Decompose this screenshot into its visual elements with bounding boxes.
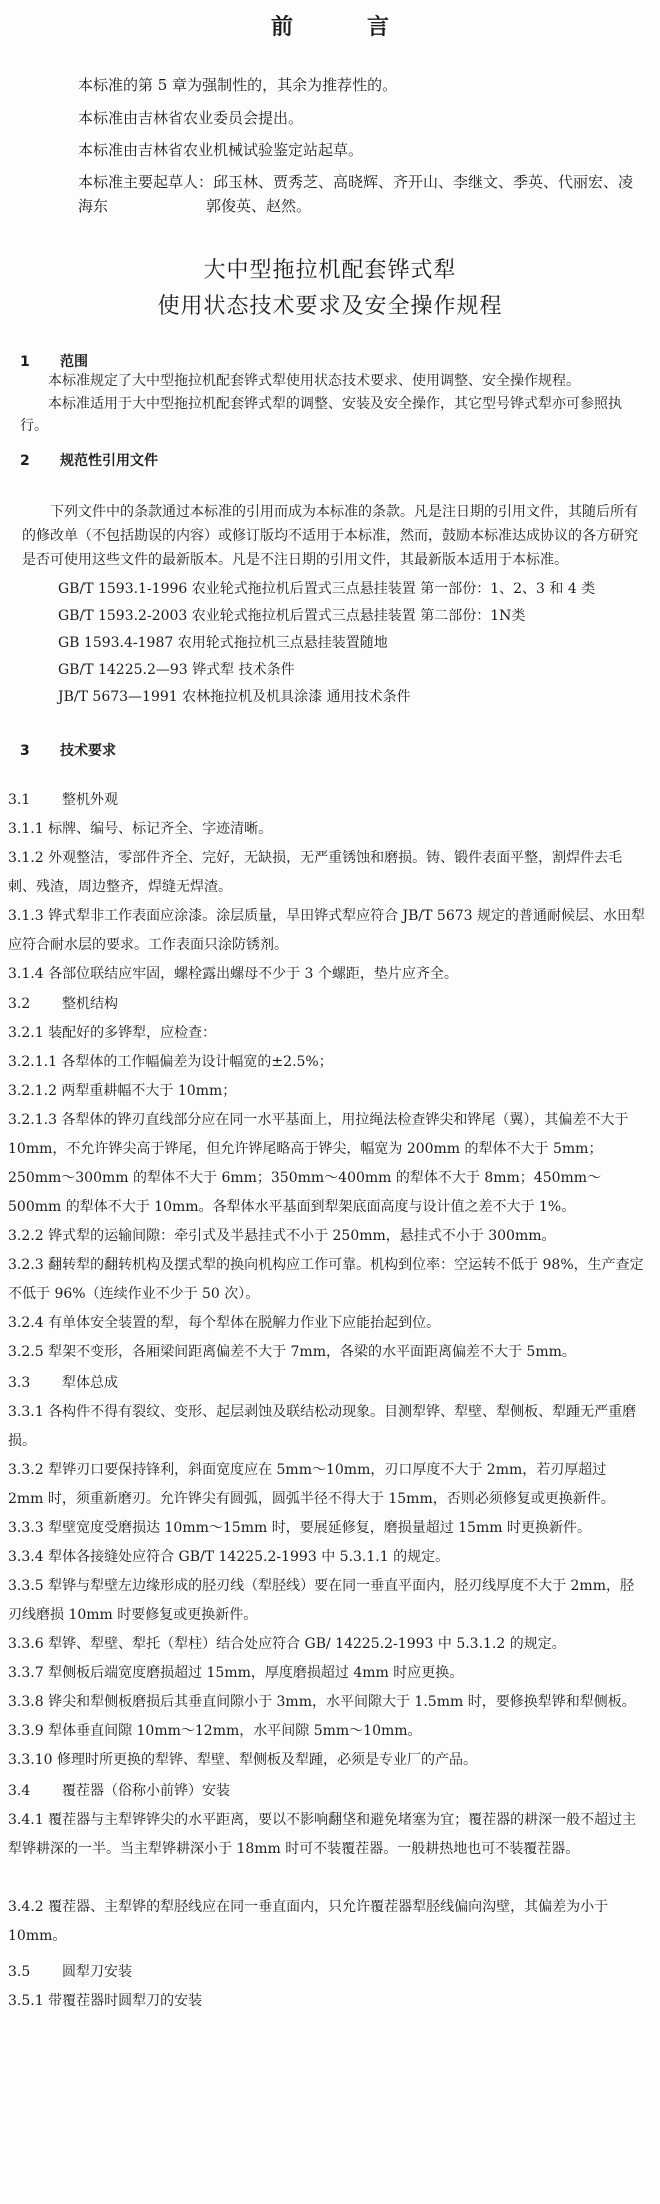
clause: 3.3.1 各构件不得有裂纹、变形、起层剥蚀及联结松动现象。目测犁铧、犁壁、犁侧板、犁踵无严重磨损。: [8, 1404, 637, 1449]
clause: 3.1.4 各部位联结应牢固，螺栓露出螺母不少于 3 个螺距，垫片应齐全。: [8, 966, 458, 982]
clause: 3.2.5 犁架不变形，各厢梁间距离偏差不大于 7mm，各梁的水平面距离偏差不大于 5mm。: [8, 1344, 576, 1360]
subsection-title: 覆茬器（俗称小前铧）安装: [62, 1783, 230, 1799]
reference-item: GB/T 1593.1-1996 农业轮式拖拉机后置式三点悬挂装置 第一部份：1、2、3 和 4 类: [58, 581, 596, 597]
clause: 3.2.1.1 各犁体的工作幅偏差为设计幅宽的±2.5%；: [8, 1054, 333, 1070]
subsection-heading: [8, 1777, 646, 1806]
clause: 3.2.3 翻转犁的翻转机构及摆式犁的换向机构应工作可靠。机构到位率：空运转不低于 98%，生产查定不低于 96%（连续作业不少于 50 次）。: [8, 1257, 644, 1302]
preface-line: 本标准由吉林省农业机械试验鉴定站起草。: [78, 141, 364, 159]
subsection-number: 3.3: [8, 1375, 31, 1391]
subsection-heading: [8, 1958, 646, 1987]
preface-line: 郭俊英、赵然。: [206, 197, 312, 215]
clause: 3.1.1 标牌、编号、标记齐全、字迹清晰。: [8, 821, 273, 837]
clause: 3.2.2 铧式犁的运输间隙：牵引式及半悬挂式不小于 250mm，悬挂式不小于 300mm。: [8, 1228, 556, 1244]
clause: 3.4.1 覆茬器与主犁铧铧尖的水平距离，要以不影响翻垡和避免堵塞为宜；覆茬器的耕深一般不超过主犁铧耕深的一半。当主犁铧耕深小于 18mm 时可不装覆茬器。一般耕热地也可不装覆茬器。: [8, 1812, 637, 1857]
preface-title: 前 言: [270, 14, 415, 40]
subsection-heading: [8, 1369, 646, 1398]
clause: 3.3.6 犁铧、犁壁、犁托（犁柱）结合处应符合 GB/ 14225.2-1993 中 5.3.1.2 的规定。: [8, 1636, 566, 1652]
preface-line: 本标准主要起草人：邱玉林、贾秀芝、高晓辉、齐开山、李继文、季英、代丽宏、凌海东: [78, 173, 634, 215]
section-title: 范围: [60, 354, 88, 370]
clause: 3.2.4 有单体安全装置的犁，每个犁体在脱解力作业下应能抬起到位。: [8, 1315, 441, 1331]
reference-item: GB/T 1593.2-2003 农业轮式拖拉机后置式三点悬挂装置 第二部份：1N类: [58, 608, 526, 624]
subsection-number: 3.4: [8, 1783, 31, 1799]
clause: 3.3.3 犁壁宽度受磨损达 10mm～15mm 时，要展延修复，磨损量超过 15mm 时更换新件。: [8, 1520, 591, 1536]
preface-line: 本标准由吉林省农业委员会提出。: [78, 109, 304, 127]
section-number: 1: [20, 354, 30, 370]
subsection-number: 3.1: [8, 792, 31, 808]
clause: 3.3.10 修理时所更换的犁铧、犁壁、犁侧板及犁踵，必须是专业厂的产品。: [8, 1752, 477, 1768]
clause: 3.1.2 外观整洁，零部件齐全、完好，无缺损，无严重锈蚀和磨损。铸、锻件表面平整，割焊件去毛刺、残渣，周边整齐，焊缝无焊渣。: [8, 850, 623, 895]
subsection-number: 3.2: [8, 996, 31, 1012]
subsection-title: 犁体总成: [62, 1375, 118, 1391]
references-intro: 下列文件中的条款通过本标准的引用而成为本标准的条款。凡是注日期的引用文件，其随后所有的修改单（不包括勘误的内容）或修订版均不适用于本标准，然而，鼓励本标准达成协议的各方研究是否可使用这些文件的最新版本。凡是不注日期的引用文件，其最新版本适用于本标准。: [22, 504, 638, 568]
subsection-heading: [8, 990, 646, 1019]
document-title-line1: 大中型拖拉机配套铧式犁: [203, 258, 457, 283]
section-number: 2: [20, 453, 30, 469]
clause: 3.3.8 铧尖和犁侧板磨损后其垂直间隙小于 3mm，水平间隙大于 1.5mm 时，要修换犁铧和犁侧板。: [8, 1694, 636, 1710]
subsection-title: 整机结构: [62, 996, 118, 1012]
reference-item: JB/T 5673—1991 农林拖拉机及机具涂漆 通用技术条件: [58, 689, 411, 705]
clause: 3.3.5 犁铧与犁壁左边缘形成的胫刃线（犁胫线）要在同一垂直平面内，胫刃线厚度不大于 2mm，胫刃线磨损 10mm 时要修复或更换新件。: [8, 1578, 634, 1623]
section-heading-3: [20, 741, 644, 762]
clause: 3.5.1 带覆茬器时圆犁刀的安装: [8, 1993, 203, 2009]
scope-paragraph: 本标准规定了大中型拖拉机配套铧式犁使用状态技术要求、使用调整、安全操作规程。: [48, 373, 580, 389]
clause: 3.3.4 犁体各接缝处应符合 GB/T 14225.2-1993 中 5.3.1.1 的规定。: [8, 1549, 450, 1565]
clause: 3.2.1 装配好的多铧犁，应检查：: [8, 1025, 217, 1041]
scope-paragraph: 本标准适用于大中型拖拉机配套铧式犁的调整、安装及安全操作，其它型号铧式犁亦可参照执行。: [20, 396, 622, 434]
clause: 3.1.3 铧式犁非工作表面应涂漆。涂层质量，旱田铧式犁应符合 JB/T 5673 规定的普通耐候层、水田犁应符合耐水层的要求。工作表面只涂防锈剂。: [8, 908, 646, 953]
subsection-title: 圆犁刀安装: [62, 1964, 132, 1980]
subsection-title: 整机外观: [62, 792, 118, 808]
clause: 3.3.7 犁侧板后端宽度磨损超过 15mm，厚度磨损超过 4mm 时应更换。: [8, 1665, 464, 1681]
clause: 3.2.1.3 各犁体的铧刃直线部分应在同一水平基面上，用拉绳法检查铧尖和铧尾（翼），其偏差不大于 10mm，不允许铧尖高于铧尾，但允许铧尾略高于铧尖，幅宽为 200mm 的犁体不大于 5mm；250mm～300mm 的犁体不大于 6mm；350mm～400mm 的犁体不大于 8mm；450mm～500mm 的犁体不大于 10mm。各犁体水平基面到犁架底面高度与设计值之差不大于 1%。: [8, 1112, 629, 1215]
clause: 3.3.9 犁体垂直间隙 10mm～12mm，水平间隙 5mm～10mm。: [8, 1723, 422, 1739]
clause: 3.3.2 犁铧刃口要保持锋利，斜面宽度应在 5mm～10mm，刃口厚度不大于 2mm，若刃厚超过 2mm 时，须重新磨刃。允许铧尖有圆弧，圆弧半径不得大于 15mm，否则必须修复或更换新件。: [8, 1462, 615, 1507]
clause: 3.4.2 覆茬器、主犁铧的犁胫线应在同一垂直面内，只允许覆茬器犁胫线偏向沟壁，其偏差为小于 10mm。: [8, 1899, 609, 1944]
reference-item: GB/T 14225.2—93 铧式犁 技术条件: [58, 662, 295, 678]
section-number: 3: [20, 743, 30, 759]
section-heading-2: [20, 451, 644, 472]
clause: 3.2.1.2 两犁重耕幅不大于 10mm；: [8, 1083, 237, 1099]
document-title-line2: 使用状态技术要求及安全操作规程: [157, 294, 503, 319]
section-title: 规范性引用文件: [60, 453, 158, 469]
preface-line: 本标准的第 5 章为强制性的，其余为推荐性的。: [78, 76, 398, 94]
subsection-number: 3.5: [8, 1964, 31, 1980]
reference-item: GB 1593.4-1987 农用轮式拖拉机三点悬挂装置随地: [58, 635, 388, 651]
section-title: 技术要求: [60, 743, 116, 759]
subsection-heading: [8, 786, 646, 815]
